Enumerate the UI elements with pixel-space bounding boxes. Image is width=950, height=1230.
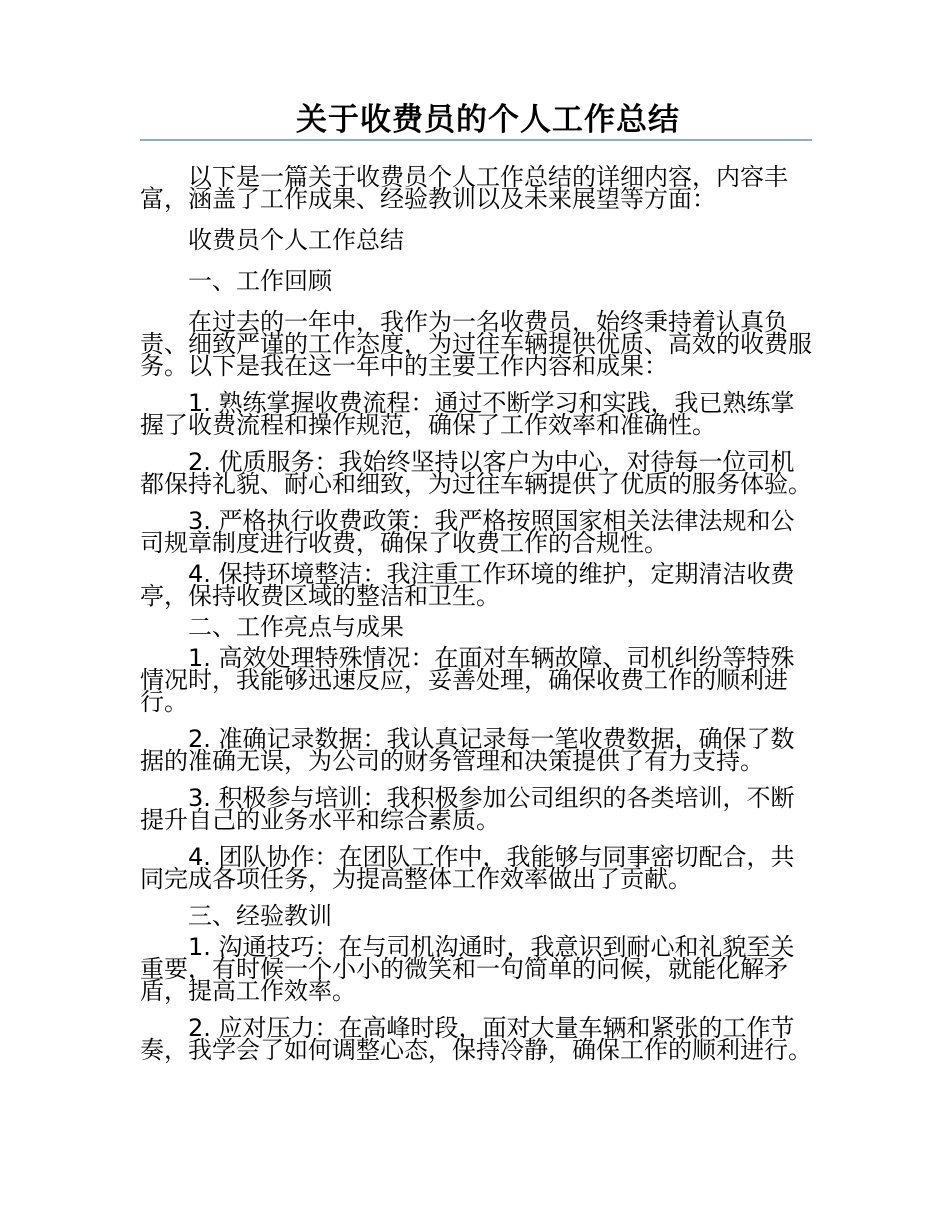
intro-paragraph: 以下是一篇关于收费员个人工作总结的详细内容，内容丰富，涵盖了工作成果、经验教训以及未来展望等方面：: [140, 163, 788, 213]
section-heading-review: 一、工作回顾: [188, 267, 332, 295]
review-item-2: 2. 优质服务：我始终坚持以客户为中心，对待每一位司机都保持礼貌、耐心和细致，为过往车辆提供了优质的服务体验。: [140, 448, 812, 498]
document-page: [140, 100, 812, 1064]
subtitle-paragraph: 收费员个人工作总结: [188, 226, 404, 254]
section-heading-highlights: 二、工作亮点与成果: [188, 613, 404, 641]
document-title: 关于收费员的个人工作总结: [140, 100, 812, 141]
review-item-4: 4. 保持环境整洁：我注重工作环境的维护，定期清洁收费亭，保持收费区域的整洁和卫生。: [140, 560, 795, 610]
lesson-item-2: 2. 应对压力：在高峰时段，面对大量车辆和紧张的工作节奏，我学会了如何调整心态，保持冷静，确保工作的顺利进行。: [140, 1014, 812, 1064]
review-item-1: 1. 熟练掌握收费流程：通过不断学习和实践，我已熟练掌握了收费流程和操作规范，确保了工作效率和准确性。: [140, 389, 795, 439]
highlight-item-2: 2. 准确记录数据：我认真记录每一笔收费数据，确保了数据的准确无误，为公司的财务管理和决策提供了有力支持。: [140, 725, 795, 775]
highlight-item-3: 3. 积极参与培训：我积极参加公司组织的各类培训，不断提升自己的业务水平和综合素质。: [140, 784, 795, 834]
highlight-item-1: 1. 高效处理特殊情况：在面对车辆故障、司机纠纷等特殊情况时，我能够迅速反应，妥善处理，确保收费工作的顺利进行。: [140, 644, 795, 716]
review-paragraph: 在过去的一年中，我作为一名收费员，始终秉持着认真负责、细致严谨的工作态度，为过往车辆提供优质、高效的收费服务。以下是我在这一年中的主要工作内容和成果：: [140, 308, 812, 380]
section-heading-lessons: 三、经验教训: [188, 902, 332, 930]
review-item-3: 3. 严格执行收费政策：我严格按照国家相关法律法规和公司规章制度进行收费，确保了收费工作的合规性。: [140, 507, 795, 557]
highlight-item-4: 4. 团队协作：在团队工作中，我能够与同事密切配合，共同完成各项任务，为提高整体工作效率做出了贡献。: [140, 843, 795, 893]
lesson-item-1: 1. 沟通技巧：在与司机沟通时，我意识到耐心和礼貌至关重要，有时候一个小小的微笑和一句简单的问候，就能化解矛盾，提高工作效率。: [140, 933, 795, 1005]
